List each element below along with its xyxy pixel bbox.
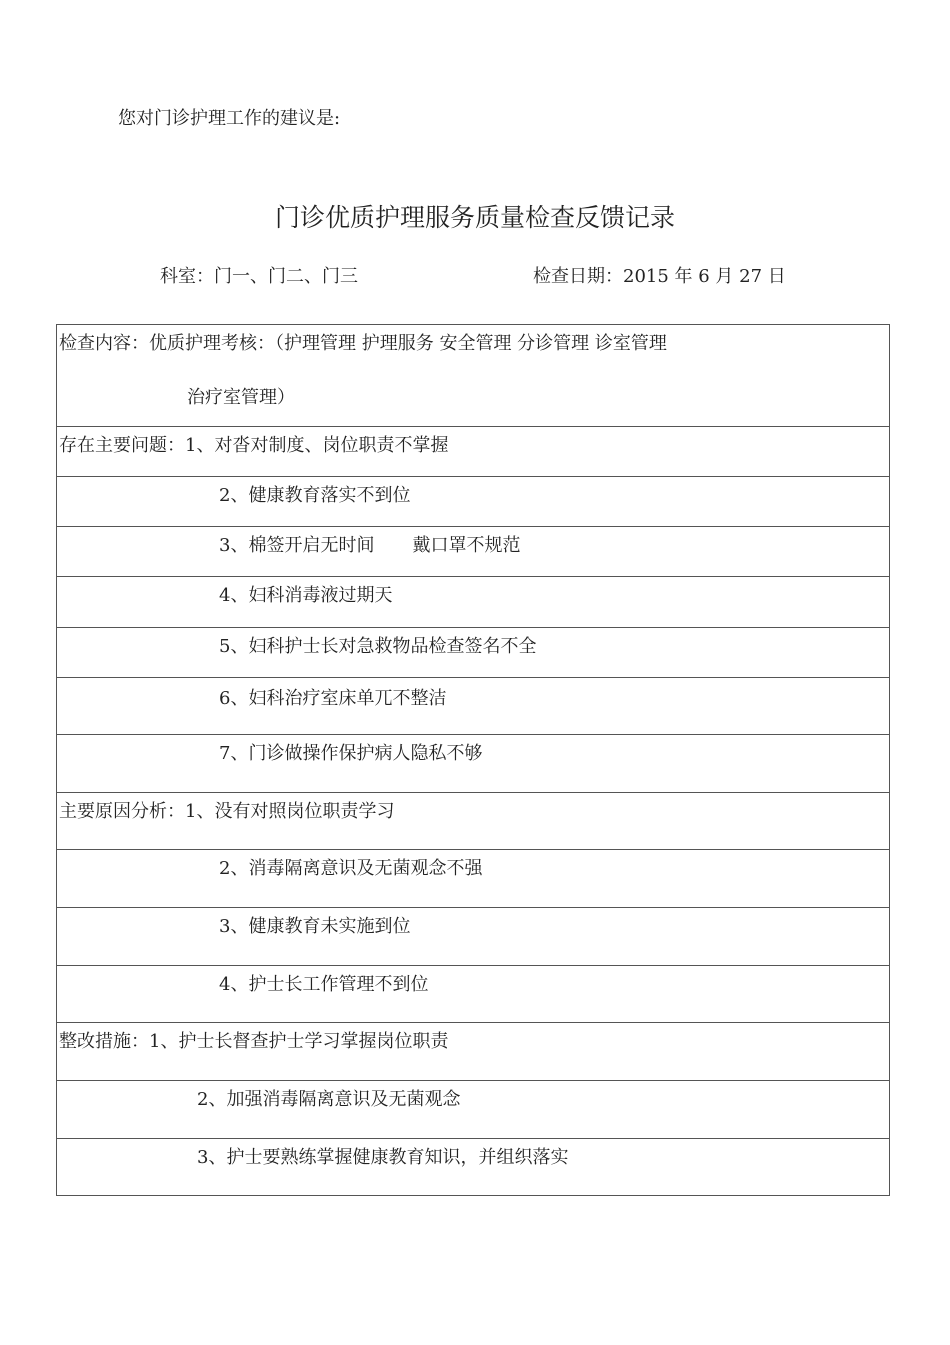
inspection-content-line1: 检查内容：优质护理考核：（护理管理 护理服务 安全管理 分诊管理 诊室管理	[59, 333, 667, 354]
measure-item: 2、加强消毒隔离意识及无菌观念	[197, 1089, 461, 1110]
table-row	[57, 793, 890, 850]
cause-item: 2、消毒隔离意识及无菌观念不强	[219, 858, 483, 879]
problem-item: 7、门诊做操作保护病人隐私不够	[219, 743, 483, 764]
table-row	[57, 1081, 890, 1139]
measure-item: 1、护士长督查护士学习掌握岗位职责	[149, 1031, 449, 1052]
table-row	[57, 678, 890, 735]
problem-item: 3、棉签开启无时间	[219, 535, 375, 556]
problem-item: 4、妇科消毒液过期天	[219, 585, 393, 606]
table-row	[57, 325, 890, 427]
inspection-content-line2: 治疗室管理）	[187, 387, 295, 408]
measures-label: 整改措施：	[59, 1031, 149, 1052]
table-row	[57, 1139, 890, 1196]
problems-label: 存在主要问题：	[59, 435, 185, 456]
department-field: 科室：门一、门二、门三	[160, 266, 358, 287]
table-row	[57, 1023, 890, 1081]
table-row	[57, 477, 890, 527]
table-row	[57, 908, 890, 966]
table-row	[57, 427, 890, 477]
problem-item: 5、妇科护士长对急救物品检查签名不全	[219, 636, 537, 657]
suggestion-prompt: 您对门诊护理工作的建议是:	[118, 108, 341, 129]
table-row	[57, 527, 890, 577]
table-row	[57, 577, 890, 628]
inspection-content-cell	[57, 325, 890, 427]
problem-item: 1、对沓对制度、岗位职责不掌握	[185, 435, 449, 456]
problem-item: 6、妇科治疗室床单兀不整洁	[219, 688, 447, 709]
cause-item: 4、护士长工作管理不到位	[219, 974, 429, 995]
table-row	[57, 850, 890, 908]
causes-label: 主要原因分析：	[59, 801, 185, 822]
cause-item: 1、没有对照岗位职责学习	[185, 801, 395, 822]
table-row	[57, 628, 890, 678]
table-row	[57, 966, 890, 1023]
feedback-record-table	[56, 324, 890, 1196]
problem-item: 2、健康教育落实不到位	[219, 485, 411, 506]
table-row	[57, 735, 890, 793]
check-date-field: 检查日期：2015 年 6 月 27 日	[533, 266, 786, 287]
page-title: 门诊优质护理服务质量检查反馈记录	[274, 203, 675, 232]
measure-item: 3、护士要熟练掌握健康教育知识，并组织落实	[197, 1147, 569, 1168]
cause-item: 3、健康教育未实施到位	[219, 916, 411, 937]
problem-item: 戴口罩不规范	[412, 535, 521, 556]
